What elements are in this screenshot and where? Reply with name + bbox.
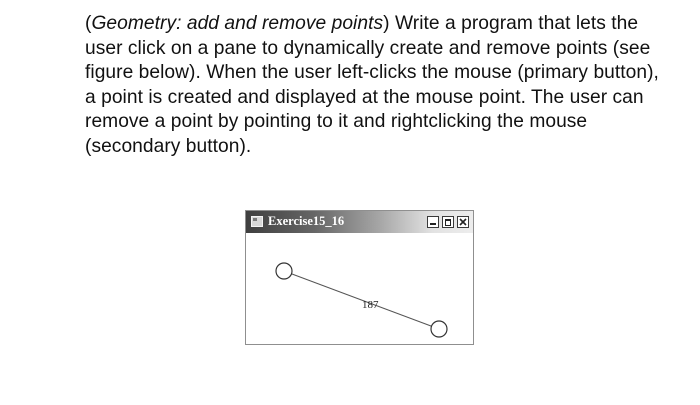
window-app-icon [251, 216, 263, 227]
problem-body: Write a program that lets the user click on a pane to dynamically create and remove points (see figure below). When the user left-clicks the mouse (primary button), a point is created and displayed at the mouse point. The user can remove a point by pointing to it and rightclicking the mouse (secondary button). [85, 13, 659, 157]
problem-statement: (Geometry: add and remove points) Write a program that lets the user click on a pane to dynamically create and remove points (see figure below). When the user left-clicks the mouse (primary button), a point is created and displayed at the mouse point. The user can remove a point by pointing to it and rightclicking the mouse (secondary button). [85, 13, 659, 157]
drawing-pane[interactable] [246, 233, 473, 344]
maximize-icon[interactable] [442, 216, 454, 228]
figure-window [245, 210, 474, 345]
close-icon[interactable] [457, 216, 469, 228]
problem-title: Geometry: add and remove points [91, 13, 384, 34]
point-1[interactable] [276, 263, 292, 279]
window-title: Exercise15_16 [268, 214, 345, 228]
minimize-icon[interactable] [427, 216, 439, 228]
point-2[interactable] [431, 321, 447, 337]
window-titlebar[interactable] [246, 211, 473, 233]
distance-label: 187 [362, 299, 379, 311]
